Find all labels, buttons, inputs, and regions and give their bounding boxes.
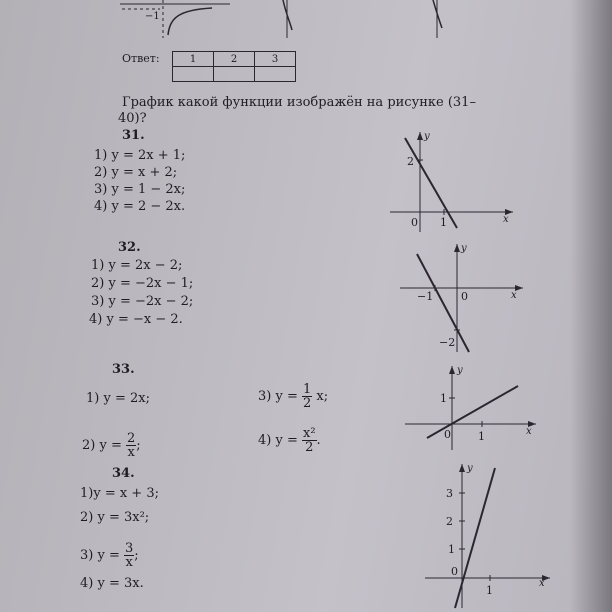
graph-32-y-axis-label: y [461, 243, 467, 254]
graph-34-y-arrow-icon [459, 464, 465, 472]
problem-34-option-3-numerator: 3 [125, 541, 134, 556]
problem-31-option-1: 1) y = 2x + 1; [94, 148, 186, 163]
graph-31-y-axis-label: y [424, 131, 430, 142]
graph-34 [420, 460, 560, 610]
graph-34-y-tick-label-1: 1 [448, 543, 455, 556]
problem-34-option-3-prefix: 3) y = [80, 548, 120, 563]
problem-34-option-3: 3) y = $\frac{3}{x}$ ; [80, 541, 139, 570]
problem-33-option-2-denominator: x [127, 445, 135, 460]
problem-34-option-3-fraction [124, 542, 134, 569]
problem-34-option-4: 4) y = 3x. [80, 576, 144, 591]
graph-31-origin-label: 0 [411, 216, 418, 229]
problem-32-option-2: 2) y = −2x − 1; [91, 276, 194, 291]
answer-table [172, 51, 296, 82]
page-edge-shadow [570, 0, 612, 612]
graph-33-x-axis-label: x [526, 426, 532, 437]
graph-32-y-tick-label: −2 [439, 336, 456, 349]
graph-32 [395, 240, 530, 358]
answer-cell-header-1: 1 [173, 52, 214, 67]
top-graph-curve [168, 8, 212, 35]
graph-33-y-tick-label: 1 [440, 392, 447, 405]
graph-33-origin-label: 0 [444, 428, 451, 441]
graph-34-x-tick-label: 1 [486, 584, 493, 597]
problem-33-option-2-prefix: 2) y = [82, 438, 122, 453]
problem-33-number: 33. [112, 362, 135, 377]
problem-33-option-3-prefix: 3) y = [258, 389, 298, 404]
answer-cell-header-3: 3 [255, 52, 296, 67]
problem-33-option-4-denominator: 2 [305, 440, 314, 455]
graph-31-x-axis-label: x [503, 214, 509, 225]
problem-31-option-3: 3) y = 1 − 2x; [94, 182, 186, 197]
problem-33-option-2-numerator: 2 [127, 431, 136, 446]
answer-cell-3[interactable] [255, 67, 296, 82]
graph-32-x-axis-label: x [511, 290, 517, 301]
graph-32-origin-label: 0 [461, 290, 468, 303]
question-line-1: График какой функции изображён на рисунке (31– [122, 95, 476, 110]
graph-31-y-arrow-icon [417, 132, 423, 140]
problem-33-option-3-denominator: 2 [303, 396, 312, 411]
answer-cell-header-2: 2 [214, 52, 255, 67]
problem-33-option-2: 2) y = $\frac{2}{x}$ ; [82, 431, 141, 460]
graph-31-y-tick-label: 2 [407, 155, 414, 168]
graph-33 [402, 362, 542, 452]
problem-31-option-2: 2) y = x + 2; [94, 165, 178, 180]
problem-34-option-1: 1)y = x + 3; [80, 486, 159, 501]
graph-32-x-tick-label: −1 [417, 290, 434, 303]
answer-cell-2[interactable] [214, 67, 255, 82]
problem-31-option-4: 4) y = 2 − 2x. [94, 199, 186, 214]
graph-31-x-tick-label: 1 [440, 216, 447, 229]
problem-33-option-3-fraction [302, 383, 312, 410]
answer-label: Ответ: [122, 52, 160, 65]
graph-33-y-axis-label: y [457, 365, 463, 376]
graph-34-origin-label: 0 [451, 565, 458, 578]
problem-33-option-3-suffix: x; [316, 389, 329, 404]
question-line-2: 40)? [118, 111, 147, 126]
problem-33-option-2-fraction [126, 432, 136, 459]
problem-34-number: 34. [112, 466, 135, 481]
graph-33-y-arrow-icon [449, 366, 455, 374]
graph-34-y-axis-label: y [467, 463, 473, 474]
problem-33-option-3-numerator: 1 [303, 382, 312, 397]
top-graphs-strip [0, 0, 612, 40]
problem-31-number: 31. [122, 128, 145, 143]
graph-34-x-axis-label: x [539, 578, 545, 589]
problem-34-option-2: 2) y = 3x²; [80, 510, 150, 525]
problem-33-option-3 [258, 383, 328, 410]
graph-33-x-tick-label: 1 [478, 430, 485, 443]
problem-32-option-3: 3) y = −2x − 2; [91, 294, 194, 309]
graph-31-line [405, 138, 457, 228]
graph-31 [385, 128, 520, 238]
problem-32-number: 32. [118, 240, 141, 255]
problem-33-option-4-prefix: 4) y = [258, 433, 298, 448]
problem-33-option-4-numerator: x² [303, 426, 316, 441]
graph-34-y-tick-label-2: 2 [446, 515, 453, 528]
problem-34-option-3-denominator: x [125, 555, 133, 570]
graph-32-y-arrow-icon [454, 244, 460, 252]
problem-33-option-4-fraction [302, 427, 317, 454]
problem-32-option-1: 1) y = 2x − 2; [91, 258, 183, 273]
problem-33-option-4: 4) y = $\frac{\text{x²}}{2}$ . [258, 426, 321, 455]
answer-cell-1[interactable] [173, 67, 214, 82]
graph-34-y-tick-label-3: 3 [446, 487, 453, 500]
top-graph-label: −1 [145, 11, 160, 22]
problem-33-option-1: 1) y = 2x; [86, 391, 150, 406]
problem-32-option-4: 4) y = −x − 2. [89, 312, 183, 327]
